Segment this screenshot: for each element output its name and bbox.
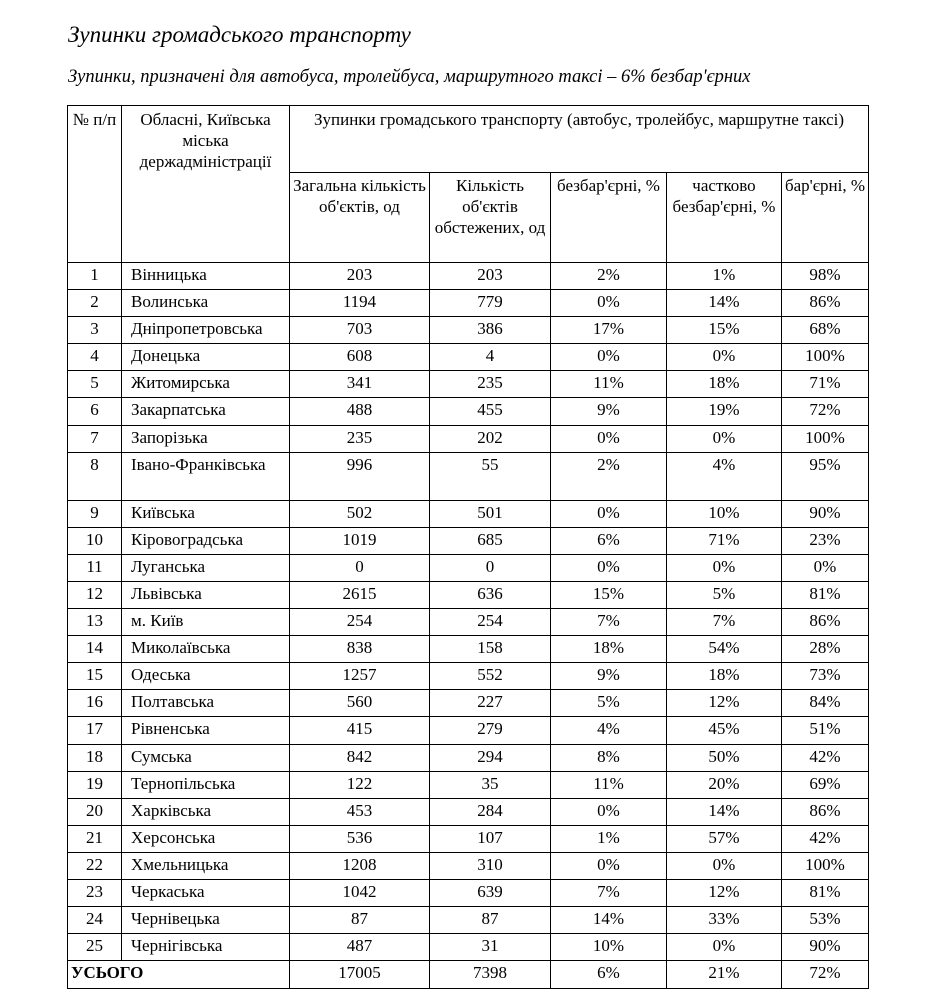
cell-partially-barrier-free: 54% <box>667 636 782 663</box>
cell-barrier: 68% <box>782 317 869 344</box>
cell-region: Рівненська <box>122 717 290 744</box>
cell-surveyed-objects: 227 <box>430 690 551 717</box>
cell-region: Миколаївська <box>122 636 290 663</box>
cell-partially-barrier-free: 19% <box>667 398 782 425</box>
cell-barrier: 95% <box>782 452 869 500</box>
cell-total-objects: 1257 <box>290 663 430 690</box>
table-row <box>68 317 869 344</box>
cell-region: Київська <box>122 500 290 527</box>
cell-total-objects: 2615 <box>290 581 430 608</box>
cell-partially-barrier-free: 0% <box>667 554 782 581</box>
cell-total-objects: 87 <box>290 907 430 934</box>
table-row <box>68 425 869 452</box>
table-row <box>68 852 869 879</box>
header-barrier-free: безбар'єрні, % <box>551 173 667 263</box>
cell-total-objects: 842 <box>290 744 430 771</box>
cell-surveyed-objects: 254 <box>430 609 551 636</box>
total-partially-barrier-free-value: 21% <box>667 961 782 989</box>
table-row <box>68 663 869 690</box>
cell-region: Чернігівська <box>122 934 290 961</box>
cell-barrier-free: 5% <box>551 690 667 717</box>
cell-barrier-free: 1% <box>551 825 667 852</box>
cell-barrier-free: 0% <box>551 290 667 317</box>
header-group: Зупинки громадського транспорту (автобус, тролейбус, маршрутне таксі) <box>290 106 869 173</box>
cell-total-objects: 203 <box>290 263 430 290</box>
cell-total-objects: 341 <box>290 371 430 398</box>
cell-region: Кіровоградська <box>122 527 290 554</box>
cell-total-objects: 254 <box>290 609 430 636</box>
cell-barrier-free: 2% <box>551 263 667 290</box>
total-label: УСЬОГО <box>68 961 290 989</box>
cell-region: Полтавська <box>122 690 290 717</box>
cell-region: Одеська <box>122 663 290 690</box>
header-total-objects: Загальна кількість об'єктів, од <box>290 173 430 263</box>
cell-surveyed-objects: 158 <box>430 636 551 663</box>
table-row <box>68 452 869 500</box>
cell-total-objects: 502 <box>290 500 430 527</box>
cell-barrier: 69% <box>782 771 869 798</box>
cell-barrier: 51% <box>782 717 869 744</box>
cell-barrier-free: 9% <box>551 663 667 690</box>
table-row <box>68 371 869 398</box>
cell-barrier: 71% <box>782 371 869 398</box>
cell-barrier-free: 6% <box>551 527 667 554</box>
cell-barrier: 86% <box>782 798 869 825</box>
cell-barrier: 84% <box>782 690 869 717</box>
cell-partially-barrier-free: 10% <box>667 500 782 527</box>
table-row <box>68 690 869 717</box>
table-row <box>68 636 869 663</box>
cell-number: 21 <box>68 825 122 852</box>
total-barrier-free-value: 6% <box>551 961 667 989</box>
table-row <box>68 879 869 906</box>
cell-barrier-free: 14% <box>551 907 667 934</box>
cell-total-objects: 1208 <box>290 852 430 879</box>
cell-surveyed-objects: 294 <box>430 744 551 771</box>
header-surveyed-objects: Кількість об'єктів обстежених, од <box>430 173 551 263</box>
table-row <box>68 581 869 608</box>
cell-total-objects: 1019 <box>290 527 430 554</box>
cell-surveyed-objects: 4 <box>430 344 551 371</box>
cell-barrier-free: 4% <box>551 717 667 744</box>
cell-partially-barrier-free: 50% <box>667 744 782 771</box>
cell-barrier: 23% <box>782 527 869 554</box>
cell-region: Івано-Франківська <box>122 452 290 500</box>
total-surveyed-value: 7398 <box>430 961 551 989</box>
document-subtitle: Зупинки, призначені для автобуса, тролейбуса, маршрутного таксі – 6% безбар'єрних <box>68 67 751 87</box>
cell-region: Черкаська <box>122 879 290 906</box>
cell-surveyed-objects: 279 <box>430 717 551 744</box>
cell-region: Львівська <box>122 581 290 608</box>
table-row <box>68 500 869 527</box>
cell-total-objects: 453 <box>290 798 430 825</box>
table-row <box>68 398 869 425</box>
cell-number: 2 <box>68 290 122 317</box>
cell-partially-barrier-free: 33% <box>667 907 782 934</box>
cell-total-objects: 703 <box>290 317 430 344</box>
cell-surveyed-objects: 552 <box>430 663 551 690</box>
cell-region: Волинська <box>122 290 290 317</box>
cell-region: Донецька <box>122 344 290 371</box>
cell-total-objects: 1042 <box>290 879 430 906</box>
cell-partially-barrier-free: 12% <box>667 690 782 717</box>
cell-surveyed-objects: 55 <box>430 452 551 500</box>
cell-total-objects: 235 <box>290 425 430 452</box>
cell-barrier-free: 9% <box>551 398 667 425</box>
table-row <box>68 798 869 825</box>
table-row <box>68 290 869 317</box>
cell-partially-barrier-free: 45% <box>667 717 782 744</box>
cell-barrier-free: 8% <box>551 744 667 771</box>
cell-number: 6 <box>68 398 122 425</box>
cell-number: 22 <box>68 852 122 879</box>
cell-number: 4 <box>68 344 122 371</box>
cell-barrier-free: 10% <box>551 934 667 961</box>
cell-total-objects: 487 <box>290 934 430 961</box>
cell-region: Тернопільська <box>122 771 290 798</box>
cell-surveyed-objects: 203 <box>430 263 551 290</box>
cell-partially-barrier-free: 5% <box>667 581 782 608</box>
cell-region: Харківська <box>122 798 290 825</box>
table-row <box>68 263 869 290</box>
table-row <box>68 717 869 744</box>
cell-region: Луганська <box>122 554 290 581</box>
cell-barrier: 73% <box>782 663 869 690</box>
header-partially-barrier-free: частково безбар'єрні, % <box>667 173 782 263</box>
cell-number: 5 <box>68 371 122 398</box>
cell-barrier: 0% <box>782 554 869 581</box>
cell-region: Вінницька <box>122 263 290 290</box>
cell-barrier: 81% <box>782 879 869 906</box>
cell-region: Хмельницька <box>122 852 290 879</box>
table-row <box>68 609 869 636</box>
cell-barrier: 53% <box>782 907 869 934</box>
cell-surveyed-objects: 87 <box>430 907 551 934</box>
cell-surveyed-objects: 0 <box>430 554 551 581</box>
cell-region: Запорізька <box>122 425 290 452</box>
cell-barrier: 90% <box>782 934 869 961</box>
transport-stops-table <box>67 105 869 989</box>
cell-number: 10 <box>68 527 122 554</box>
cell-barrier: 81% <box>782 581 869 608</box>
cell-barrier: 86% <box>782 290 869 317</box>
cell-total-objects: 415 <box>290 717 430 744</box>
cell-number: 1 <box>68 263 122 290</box>
cell-region: Чернівецька <box>122 907 290 934</box>
cell-total-objects: 838 <box>290 636 430 663</box>
cell-number: 14 <box>68 636 122 663</box>
cell-barrier-free: 11% <box>551 771 667 798</box>
cell-barrier-free: 7% <box>551 609 667 636</box>
table-row <box>68 907 869 934</box>
total-barrier-value: 72% <box>782 961 869 989</box>
cell-barrier: 72% <box>782 398 869 425</box>
cell-surveyed-objects: 35 <box>430 771 551 798</box>
header-number: № п/п <box>68 106 122 263</box>
cell-partially-barrier-free: 0% <box>667 344 782 371</box>
cell-total-objects: 996 <box>290 452 430 500</box>
table-row <box>68 934 869 961</box>
cell-surveyed-objects: 202 <box>430 425 551 452</box>
cell-number: 13 <box>68 609 122 636</box>
cell-number: 16 <box>68 690 122 717</box>
cell-partially-barrier-free: 4% <box>667 452 782 500</box>
cell-surveyed-objects: 386 <box>430 317 551 344</box>
table-row <box>68 527 869 554</box>
cell-barrier-free: 11% <box>551 371 667 398</box>
cell-barrier-free: 7% <box>551 879 667 906</box>
total-row <box>68 961 869 989</box>
cell-barrier-free: 0% <box>551 554 667 581</box>
cell-number: 8 <box>68 452 122 500</box>
cell-total-objects: 608 <box>290 344 430 371</box>
cell-surveyed-objects: 284 <box>430 798 551 825</box>
cell-partially-barrier-free: 0% <box>667 934 782 961</box>
cell-total-objects: 0 <box>290 554 430 581</box>
cell-number: 3 <box>68 317 122 344</box>
cell-partially-barrier-free: 18% <box>667 371 782 398</box>
cell-partially-barrier-free: 20% <box>667 771 782 798</box>
header-region: Обласні, Київська міська держадміністрації <box>122 106 290 263</box>
cell-barrier: 90% <box>782 500 869 527</box>
cell-number: 11 <box>68 554 122 581</box>
cell-number: 23 <box>68 879 122 906</box>
cell-barrier-free: 0% <box>551 852 667 879</box>
cell-surveyed-objects: 779 <box>430 290 551 317</box>
cell-total-objects: 1194 <box>290 290 430 317</box>
cell-surveyed-objects: 310 <box>430 852 551 879</box>
cell-number: 17 <box>68 717 122 744</box>
cell-barrier-free: 0% <box>551 344 667 371</box>
cell-number: 12 <box>68 581 122 608</box>
cell-barrier: 86% <box>782 609 869 636</box>
cell-region: Дніпропетровська <box>122 317 290 344</box>
cell-number: 24 <box>68 907 122 934</box>
cell-number: 19 <box>68 771 122 798</box>
cell-total-objects: 560 <box>290 690 430 717</box>
cell-number: 7 <box>68 425 122 452</box>
cell-number: 15 <box>68 663 122 690</box>
cell-barrier: 100% <box>782 425 869 452</box>
cell-total-objects: 122 <box>290 771 430 798</box>
cell-total-objects: 488 <box>290 398 430 425</box>
cell-barrier: 42% <box>782 825 869 852</box>
cell-total-objects: 536 <box>290 825 430 852</box>
cell-region: Херсонська <box>122 825 290 852</box>
cell-partially-barrier-free: 0% <box>667 852 782 879</box>
table-row <box>68 554 869 581</box>
cell-barrier-free: 2% <box>551 452 667 500</box>
cell-partially-barrier-free: 15% <box>667 317 782 344</box>
header-barrier: бар'єрні, % <box>782 173 869 263</box>
cell-partially-barrier-free: 14% <box>667 290 782 317</box>
cell-surveyed-objects: 501 <box>430 500 551 527</box>
cell-region: Закарпатська <box>122 398 290 425</box>
cell-barrier-free: 17% <box>551 317 667 344</box>
cell-barrier: 98% <box>782 263 869 290</box>
cell-region: Сумська <box>122 744 290 771</box>
cell-barrier: 42% <box>782 744 869 771</box>
cell-barrier-free: 0% <box>551 500 667 527</box>
cell-barrier-free: 0% <box>551 798 667 825</box>
cell-barrier-free: 15% <box>551 581 667 608</box>
cell-partially-barrier-free: 7% <box>667 609 782 636</box>
table-row <box>68 825 869 852</box>
header-row-group <box>68 106 869 173</box>
cell-region: Житомирська <box>122 371 290 398</box>
cell-surveyed-objects: 31 <box>430 934 551 961</box>
total-objects-value: 17005 <box>290 961 430 989</box>
cell-partially-barrier-free: 57% <box>667 825 782 852</box>
cell-partially-barrier-free: 18% <box>667 663 782 690</box>
cell-surveyed-objects: 455 <box>430 398 551 425</box>
cell-partially-barrier-free: 0% <box>667 425 782 452</box>
cell-surveyed-objects: 685 <box>430 527 551 554</box>
cell-barrier-free: 18% <box>551 636 667 663</box>
table-row <box>68 744 869 771</box>
cell-barrier-free: 0% <box>551 425 667 452</box>
cell-barrier: 100% <box>782 344 869 371</box>
cell-surveyed-objects: 235 <box>430 371 551 398</box>
document-title: Зупинки громадського транспорту <box>68 22 411 47</box>
table-body <box>68 263 869 961</box>
cell-barrier: 28% <box>782 636 869 663</box>
cell-region: м. Київ <box>122 609 290 636</box>
table-row <box>68 771 869 798</box>
cell-number: 25 <box>68 934 122 961</box>
cell-partially-barrier-free: 71% <box>667 527 782 554</box>
cell-partially-barrier-free: 12% <box>667 879 782 906</box>
cell-surveyed-objects: 639 <box>430 879 551 906</box>
table-row <box>68 344 869 371</box>
cell-partially-barrier-free: 14% <box>667 798 782 825</box>
cell-number: 18 <box>68 744 122 771</box>
cell-partially-barrier-free: 1% <box>667 263 782 290</box>
cell-surveyed-objects: 636 <box>430 581 551 608</box>
cell-number: 20 <box>68 798 122 825</box>
cell-barrier: 100% <box>782 852 869 879</box>
cell-number: 9 <box>68 500 122 527</box>
cell-surveyed-objects: 107 <box>430 825 551 852</box>
